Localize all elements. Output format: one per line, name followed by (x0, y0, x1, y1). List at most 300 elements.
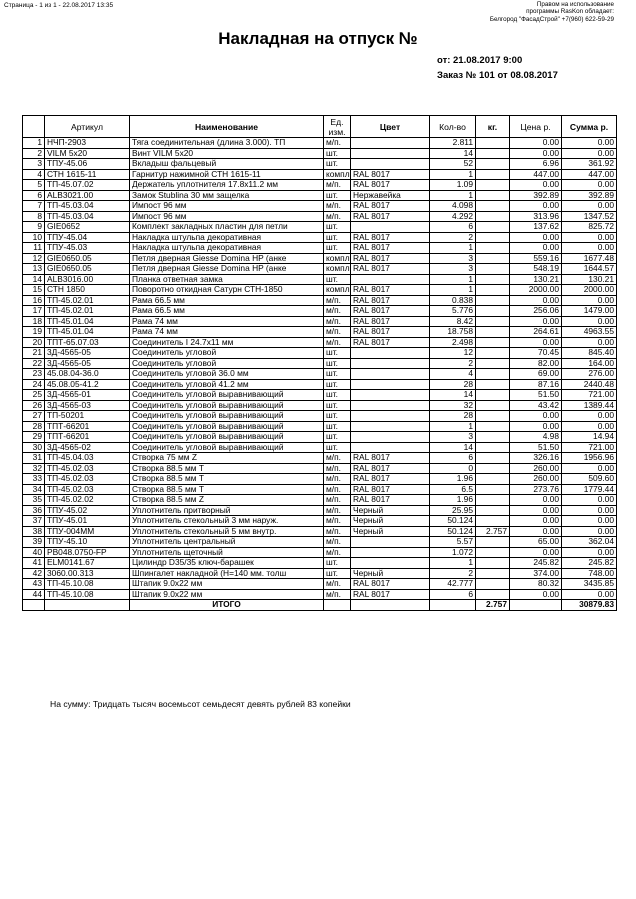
row-qty: 1 (430, 274, 476, 285)
row-article: ТП-45.10.08 (45, 589, 130, 600)
row-sum: 130.21 (562, 274, 617, 285)
row-price: 0.00 (510, 526, 562, 537)
table-row (23, 243, 617, 254)
row-kg (476, 232, 510, 243)
row-color (351, 432, 430, 443)
row-color (351, 369, 430, 380)
row-article: GIE0650.05 (45, 264, 130, 275)
col-num (23, 116, 45, 138)
row-article: ТП-45.03.04 (45, 201, 130, 212)
row-sum: 392.89 (562, 190, 617, 201)
row-qty: 12 (430, 348, 476, 359)
row-article: ТП-50201 (45, 411, 130, 422)
row-sum: 825.72 (562, 222, 617, 233)
row-kg (476, 537, 510, 548)
row-name: Рама 66.5 мм (130, 306, 324, 317)
row-unit: шт. (324, 421, 351, 432)
row-kg (476, 201, 510, 212)
row-article: 45.08.04-36.0 (45, 369, 130, 380)
row-price: 313.96 (510, 211, 562, 222)
row-qty: 1.072 (430, 547, 476, 558)
row-article: НЧП-2903 (45, 138, 130, 149)
row-num: 18 (23, 316, 45, 327)
col-qty: Кол-во (430, 116, 476, 138)
row-price: 80.32 (510, 579, 562, 590)
row-unit: м/п. (324, 463, 351, 474)
row-sum: 1677.48 (562, 253, 617, 264)
row-sum: 0.00 (562, 516, 617, 527)
row-num: 32 (23, 463, 45, 474)
row-price: 0.00 (510, 421, 562, 432)
row-article: ТП-45.01.04 (45, 327, 130, 338)
row-article: ТПУ-004MM (45, 526, 130, 537)
row-num: 26 (23, 400, 45, 411)
row-color: Черный (351, 516, 430, 527)
row-unit: шт. (324, 379, 351, 390)
total-row (23, 600, 617, 611)
table-row (23, 537, 617, 548)
row-color: RAL 8017 (351, 579, 430, 590)
row-qty: 1 (430, 243, 476, 254)
row-unit: м/п. (324, 295, 351, 306)
row-color (351, 348, 430, 359)
row-kg (476, 463, 510, 474)
table-row (23, 285, 617, 296)
row-name: Импост 96 мм (130, 201, 324, 212)
row-qty: 1.96 (430, 495, 476, 506)
row-name: Петля дверная Giesse Domina HP (анке (130, 253, 324, 264)
table-row (23, 295, 617, 306)
row-article: ТПУ-45.03 (45, 243, 130, 254)
row-article: ТП-45.10.08 (45, 579, 130, 590)
row-article: 3Д-4565-03 (45, 400, 130, 411)
col-article: Артикул (45, 116, 130, 138)
row-sum: 0.00 (562, 495, 617, 506)
row-color: RAL 8017 (351, 453, 430, 464)
row-kg (476, 421, 510, 432)
row-unit: шт. (324, 232, 351, 243)
row-color: RAL 8017 (351, 264, 430, 275)
row-sum: 0.00 (562, 295, 617, 306)
row-num: 12 (23, 253, 45, 264)
row-price: 51.50 (510, 390, 562, 401)
row-kg (476, 579, 510, 590)
row-num: 3 (23, 159, 45, 170)
row-num: 19 (23, 327, 45, 338)
row-num: 13 (23, 264, 45, 275)
row-kg (476, 169, 510, 180)
row-price: 87.16 (510, 379, 562, 390)
row-name: Соединитель угловой (130, 348, 324, 359)
table-row (23, 568, 617, 579)
row-sum: 14.94 (562, 432, 617, 443)
row-color: RAL 8017 (351, 589, 430, 600)
row-sum: 362.04 (562, 537, 617, 548)
row-qty: 1 (430, 558, 476, 569)
row-color (351, 400, 430, 411)
row-name: Створка 88.5 мм Т (130, 474, 324, 485)
row-qty: 4.292 (430, 211, 476, 222)
row-name: Цилиндр D35/35 ключ-барашек (130, 558, 324, 569)
row-sum: 0.00 (562, 547, 617, 558)
row-sum: 2000.00 (562, 285, 617, 296)
row-color: RAL 8017 (351, 232, 430, 243)
row-kg (476, 390, 510, 401)
row-sum: 845.40 (562, 348, 617, 359)
row-unit: шт. (324, 369, 351, 380)
row-color (351, 222, 430, 233)
row-num: 27 (23, 411, 45, 422)
row-price: 326.16 (510, 453, 562, 464)
row-name: Накладка штульпа декоративная (130, 232, 324, 243)
row-unit: м/п. (324, 180, 351, 191)
table-row (23, 201, 617, 212)
table-row (23, 211, 617, 222)
row-price: 392.89 (510, 190, 562, 201)
row-sum: 0.00 (562, 421, 617, 432)
table-row (23, 495, 617, 506)
table-row (23, 306, 617, 317)
row-unit: м/п. (324, 453, 351, 464)
items-table (22, 115, 617, 611)
row-qty: 42.777 (430, 579, 476, 590)
row-unit: м/п. (324, 537, 351, 548)
row-qty: 2 (430, 568, 476, 579)
row-name: Соединитель угловой (130, 358, 324, 369)
row-color: RAL 8017 (351, 243, 430, 254)
row-price: 137.62 (510, 222, 562, 233)
table-row (23, 484, 617, 495)
row-unit: м/п. (324, 474, 351, 485)
row-kg (476, 474, 510, 485)
row-kg (476, 253, 510, 264)
table-row (23, 327, 617, 338)
row-color: RAL 8017 (351, 180, 430, 191)
row-unit: м/п. (324, 138, 351, 149)
row-sum: 2440.48 (562, 379, 617, 390)
row-num: 41 (23, 558, 45, 569)
row-num: 44 (23, 589, 45, 600)
row-qty: 1 (430, 285, 476, 296)
row-color: RAL 8017 (351, 285, 430, 296)
table-row (23, 379, 617, 390)
row-article: ТП-45.02.03 (45, 463, 130, 474)
row-color: RAL 8017 (351, 201, 430, 212)
row-num: 40 (23, 547, 45, 558)
page-info: Страница - 1 из 1 - 22.08.2017 13:35 (4, 2, 114, 9)
row-qty: 28 (430, 411, 476, 422)
table-row (23, 190, 617, 201)
row-name: Комплект закладных пластин для петли (130, 222, 324, 233)
row-name: Замок Stublina 30 мм защелка (130, 190, 324, 201)
row-article: ТП-45.02.02 (45, 495, 130, 506)
table-row (23, 337, 617, 348)
row-kg (476, 148, 510, 159)
row-price: 374.00 (510, 568, 562, 579)
row-sum: 721.00 (562, 442, 617, 453)
row-num: 6 (23, 190, 45, 201)
row-num: 7 (23, 201, 45, 212)
row-name: Соединитель угловой выравнивающий (130, 390, 324, 401)
row-article: ТП-45.02.01 (45, 295, 130, 306)
row-sum: 0.00 (562, 505, 617, 516)
table-row (23, 274, 617, 285)
row-price: 0.00 (510, 516, 562, 527)
row-price: 0.00 (510, 138, 562, 149)
row-name: Штапик 9.0x22 мм (130, 589, 324, 600)
row-color (351, 421, 430, 432)
row-unit: м/п. (324, 516, 351, 527)
row-name: Поворотно откидная Сатурн СТН-1850 (130, 285, 324, 296)
row-article: GIE0652 (45, 222, 130, 233)
row-sum: 245.82 (562, 558, 617, 569)
row-num: 28 (23, 421, 45, 432)
row-sum: 0.00 (562, 463, 617, 474)
row-num: 24 (23, 379, 45, 390)
row-article: 3Д-4565-02 (45, 442, 130, 453)
row-price: 260.00 (510, 474, 562, 485)
row-kg (476, 243, 510, 254)
row-article: СТН 1850 (45, 285, 130, 296)
row-color (351, 148, 430, 159)
total-sum: 30879.83 (562, 600, 617, 611)
row-color: Черный (351, 526, 430, 537)
row-unit: шт. (324, 442, 351, 453)
row-color: RAL 8017 (351, 169, 430, 180)
row-num: 20 (23, 337, 45, 348)
row-price: 82.00 (510, 358, 562, 369)
table-row (23, 232, 617, 243)
row-sum: 0.00 (562, 138, 617, 149)
row-name: Рама 74 мм (130, 327, 324, 338)
row-color: RAL 8017 (351, 211, 430, 222)
row-qty: 2 (430, 232, 476, 243)
row-kg (476, 316, 510, 327)
row-color (351, 379, 430, 390)
row-color: RAL 8017 (351, 316, 430, 327)
row-color: RAL 8017 (351, 337, 430, 348)
row-sum: 0.00 (562, 526, 617, 537)
row-kg (476, 400, 510, 411)
row-unit: м/п. (324, 201, 351, 212)
row-qty: 52 (430, 159, 476, 170)
table-row (23, 390, 617, 401)
row-num: 17 (23, 306, 45, 317)
row-num: 5 (23, 180, 45, 191)
table-row (23, 222, 617, 233)
document-title: Накладная на отпуск № (218, 29, 418, 48)
row-color (351, 558, 430, 569)
row-kg (476, 358, 510, 369)
row-price: 0.00 (510, 316, 562, 327)
row-sum: 1956.96 (562, 453, 617, 464)
row-price: 245.82 (510, 558, 562, 569)
row-article: ТП-45.02.03 (45, 474, 130, 485)
table-row (23, 547, 617, 558)
row-qty: 6.5 (430, 484, 476, 495)
row-sum: 164.00 (562, 358, 617, 369)
row-name: Соединитель угловой выравнивающий (130, 442, 324, 453)
table-row (23, 348, 617, 359)
row-unit: шт. (324, 400, 351, 411)
total-kg: 2.757 (476, 600, 510, 611)
table-row (23, 442, 617, 453)
row-kg (476, 568, 510, 579)
row-price: 0.00 (510, 337, 562, 348)
row-article: ТПУ-45.02 (45, 505, 130, 516)
row-price: 264.61 (510, 327, 562, 338)
row-kg (476, 180, 510, 191)
row-price: 130.21 (510, 274, 562, 285)
row-qty: 1 (430, 190, 476, 201)
row-color (351, 547, 430, 558)
table-row (23, 180, 617, 191)
row-price: 65.00 (510, 537, 562, 548)
row-article: ТПУ-45.04 (45, 232, 130, 243)
row-qty: 3 (430, 264, 476, 275)
row-num: 22 (23, 358, 45, 369)
row-name: Уплотнитель стекольный 5 мм внутр. (130, 526, 324, 537)
row-price: 559.16 (510, 253, 562, 264)
table-row (23, 400, 617, 411)
row-qty: 1.96 (430, 474, 476, 485)
row-num: 14 (23, 274, 45, 285)
row-unit: шт. (324, 348, 351, 359)
row-sum: 748.00 (562, 568, 617, 579)
row-unit: шт. (324, 243, 351, 254)
table-row (23, 432, 617, 443)
row-color (351, 442, 430, 453)
row-article: PB048.0750-FP (45, 547, 130, 558)
document-date: от: 21.08.2017 9:00 (437, 55, 523, 66)
col-price: Цена р. (510, 116, 562, 138)
row-num: 37 (23, 516, 45, 527)
row-num: 35 (23, 495, 45, 506)
row-num: 42 (23, 568, 45, 579)
row-color (351, 159, 430, 170)
row-name: Соединитель I 24.7x11 мм (130, 337, 324, 348)
row-qty: 28 (430, 379, 476, 390)
row-kg (476, 295, 510, 306)
row-article: ALB3016.00 (45, 274, 130, 285)
row-article: ТПТ-66201 (45, 432, 130, 443)
row-num: 30 (23, 442, 45, 453)
row-qty: 8.42 (430, 316, 476, 327)
row-unit: шт. (324, 432, 351, 443)
row-price: 0.00 (510, 201, 562, 212)
col-name: Наименование (130, 116, 324, 138)
row-kg (476, 505, 510, 516)
row-num: 38 (23, 526, 45, 537)
table-row (23, 516, 617, 527)
row-unit: шт. (324, 568, 351, 579)
row-unit: шт. (324, 222, 351, 233)
row-color: RAL 8017 (351, 327, 430, 338)
row-article: ТПТ-65.07.03 (45, 337, 130, 348)
row-num: 33 (23, 474, 45, 485)
row-qty: 1 (430, 421, 476, 432)
row-kg (476, 547, 510, 558)
row-unit: м/п. (324, 337, 351, 348)
row-unit: компл (324, 285, 351, 296)
table-row (23, 169, 617, 180)
row-color: RAL 8017 (351, 484, 430, 495)
row-sum: 1389.44 (562, 400, 617, 411)
row-sum: 1479.00 (562, 306, 617, 317)
row-qty: 32 (430, 400, 476, 411)
row-price: 0.00 (510, 547, 562, 558)
row-name: Соединитель угловой 36.0 мм (130, 369, 324, 380)
row-article: ТП-45.07.02 (45, 180, 130, 191)
license-line-3: Белгород "ФасадСтрой" +7(960) 622-59-29 (489, 15, 614, 23)
row-sum: 0.00 (562, 201, 617, 212)
row-unit: м/п. (324, 526, 351, 537)
row-price: 0.00 (510, 411, 562, 422)
row-color (351, 411, 430, 422)
row-num: 36 (23, 505, 45, 516)
row-kg (476, 495, 510, 506)
row-article: ТП-45.02.01 (45, 306, 130, 317)
row-kg (476, 484, 510, 495)
row-article: 45.08.05-41.2 (45, 379, 130, 390)
row-price: 0.00 (510, 589, 562, 600)
row-name: Створка 88.5 мм Т (130, 484, 324, 495)
col-unit: Ед. изм. (324, 116, 351, 138)
row-num: 29 (23, 432, 45, 443)
row-article: ТП-45.01.04 (45, 316, 130, 327)
row-name: Рама 74 мм (130, 316, 324, 327)
row-price: 273.76 (510, 484, 562, 495)
row-price: 256.06 (510, 306, 562, 317)
row-unit: шт. (324, 159, 351, 170)
table-row (23, 264, 617, 275)
row-num: 31 (23, 453, 45, 464)
row-price: 6.96 (510, 159, 562, 170)
row-kg (476, 453, 510, 464)
row-qty: 0 (430, 463, 476, 474)
row-price: 69.00 (510, 369, 562, 380)
row-kg (476, 369, 510, 380)
table-row (23, 463, 617, 474)
row-kg (476, 190, 510, 201)
row-kg (476, 516, 510, 527)
row-kg (476, 285, 510, 296)
col-kg: кг. (476, 116, 510, 138)
row-price: 0.00 (510, 180, 562, 191)
row-price: 0.00 (510, 295, 562, 306)
row-color: RAL 8017 (351, 295, 430, 306)
row-num: 1 (23, 138, 45, 149)
row-name: Створка 88.5 мм Т (130, 463, 324, 474)
row-qty: 5.776 (430, 306, 476, 317)
row-unit: м/п. (324, 579, 351, 590)
table-row (23, 421, 617, 432)
row-unit: шт. (324, 274, 351, 285)
row-sum: 276.00 (562, 369, 617, 380)
row-price: 70.45 (510, 348, 562, 359)
row-unit: шт. (324, 390, 351, 401)
license-info (490, 1, 614, 23)
row-kg (476, 327, 510, 338)
row-name: Уплотнитель притворный (130, 505, 324, 516)
row-kg (476, 411, 510, 422)
row-kg (476, 138, 510, 149)
row-name: Штапик 9.0x22 мм (130, 579, 324, 590)
row-qty: 50.124 (430, 516, 476, 527)
row-qty: 0.838 (430, 295, 476, 306)
row-qty: 2.498 (430, 337, 476, 348)
row-num: 21 (23, 348, 45, 359)
